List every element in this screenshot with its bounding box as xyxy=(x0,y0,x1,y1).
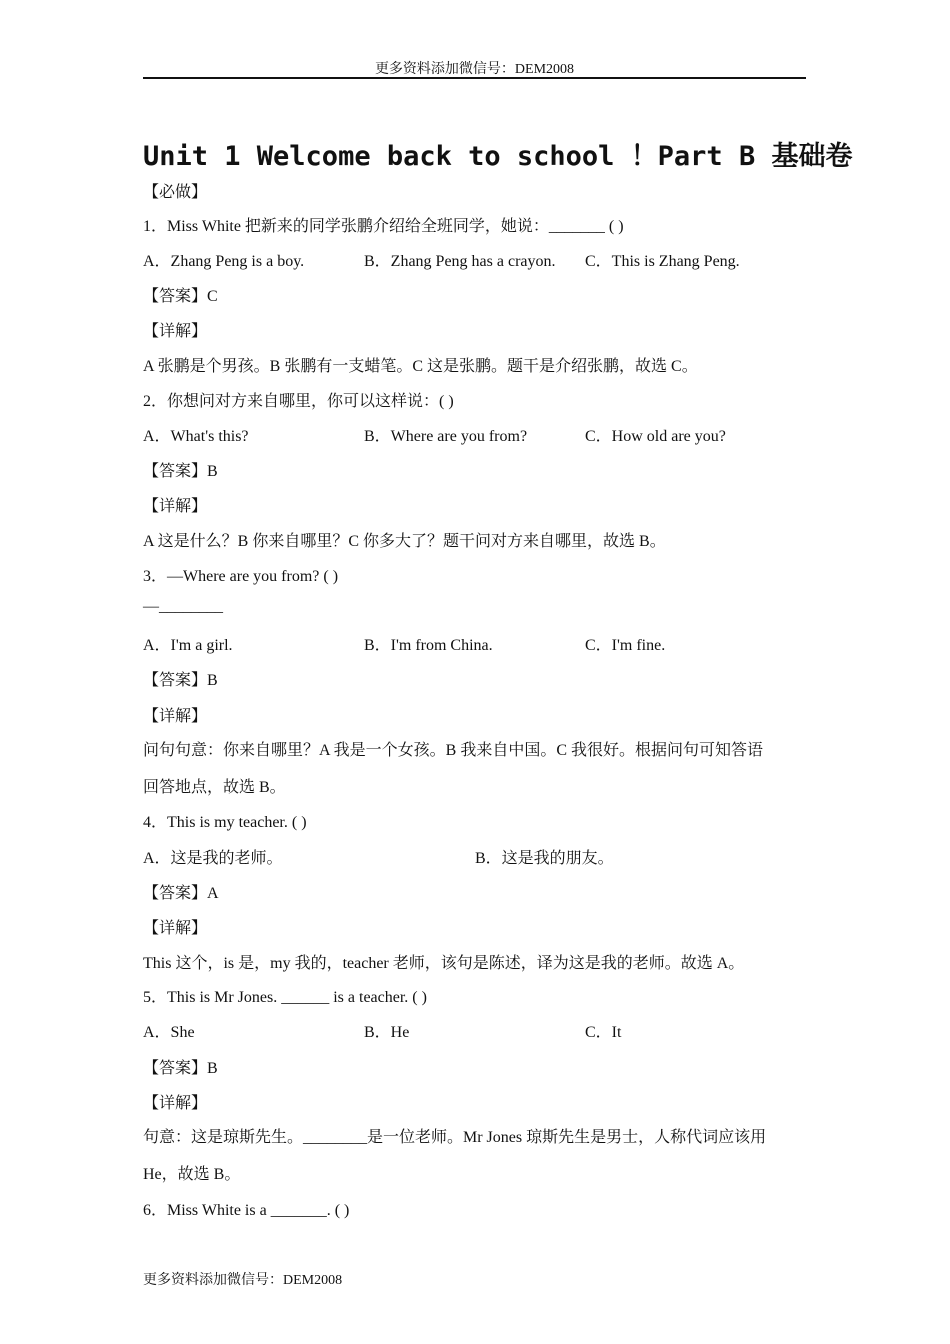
question-3-stem-reply: —________ xyxy=(143,598,223,615)
question-5-explanation-line-1: 句意：这是琼斯先生。________是一位老师。Mr Jones 琼斯先生是男士，人称代词应该用 xyxy=(143,1129,767,1146)
question-1-detail-label: 【详解】 xyxy=(143,323,208,340)
question-3-stem: 3．—Where are you from? ( ) xyxy=(143,568,339,585)
question-4-option-b: B．这是我的朋友。 xyxy=(475,850,614,867)
question-2-explanation: A 这是什么？B 你来自哪里？C 你多大了？题干问对方来自哪里，故选 B。 xyxy=(143,533,666,550)
question-2-answer: 【答案】B xyxy=(143,463,218,480)
question-1-stem: 1．Miss White 把新来的同学张鹏介绍给全班同学，她说：_______ ( ) xyxy=(143,218,624,235)
page-header: 更多资料添加微信号：DEM2008 xyxy=(143,58,806,79)
question-1-explanation: A 张鹏是个男孩。B 张鹏有一支蜡笔。C 这是张鹏。题干是介绍张鹏，故选 C。 xyxy=(143,358,698,375)
question-4-answer: 【答案】A xyxy=(143,885,219,902)
question-2-option-a: A．What's this? xyxy=(143,428,249,445)
question-4-detail-label: 【详解】 xyxy=(143,920,208,937)
question-5-option-b: B．He xyxy=(364,1024,410,1041)
question-5-explanation-line-2: He，故选 B。 xyxy=(143,1166,241,1183)
question-1-answer: 【答案】C xyxy=(143,288,218,305)
question-4-option-a: A．这是我的老师。 xyxy=(143,850,283,867)
document-title: Unit 1 Welcome back to school ！Part B 基础卷 xyxy=(143,141,853,172)
question-3-explanation-line-2: 回答地点，故选 B。 xyxy=(143,779,286,796)
section-label-must-do: 【必做】 xyxy=(143,184,208,201)
question-5-option-c: C．It xyxy=(585,1024,622,1041)
question-5-detail-label: 【详解】 xyxy=(143,1095,208,1112)
question-2-stem: 2．你想问对方来自哪里，你可以这样说：( ) xyxy=(143,393,454,410)
question-1-option-a: A．Zhang Peng is a boy. xyxy=(143,253,305,270)
question-3-explanation-line-1: 问句句意：你来自哪里？A 我是一个女孩。B 我来自中国。C 我很好。根据问句可知答语 xyxy=(143,742,764,759)
question-3-option-a: A．I'm a girl. xyxy=(143,637,233,654)
question-2-option-c: C．How old are you? xyxy=(585,428,726,445)
page-footer: 更多资料添加微信号：DEM2008 xyxy=(143,1273,343,1288)
question-6-stem: 6．Miss White is a _______. ( ) xyxy=(143,1202,350,1219)
question-3-answer: 【答案】B xyxy=(143,672,218,689)
question-3-option-b: B．I'm from China. xyxy=(364,637,493,654)
question-5-option-a: A．She xyxy=(143,1024,195,1041)
question-3-detail-label: 【详解】 xyxy=(143,708,208,725)
question-5-answer: 【答案】B xyxy=(143,1060,218,1077)
question-3-option-c: C．I'm fine. xyxy=(585,637,666,654)
question-1-option-b: B．Zhang Peng has a crayon. xyxy=(364,253,556,270)
question-4-stem: 4．This is my teacher. ( ) xyxy=(143,814,307,831)
question-4-explanation: This 这个，is 是，my 我的，teacher 老师，该句是陈述，译为这是我的老师。故选 A。 xyxy=(143,955,745,972)
question-2-option-b: B．Where are you from? xyxy=(364,428,528,445)
question-2-detail-label: 【详解】 xyxy=(143,498,208,515)
question-5-stem: 5．This is Mr Jones. ______ is a teacher. ( ) xyxy=(143,989,427,1006)
question-1-option-c: C．This is Zhang Peng. xyxy=(585,253,740,270)
